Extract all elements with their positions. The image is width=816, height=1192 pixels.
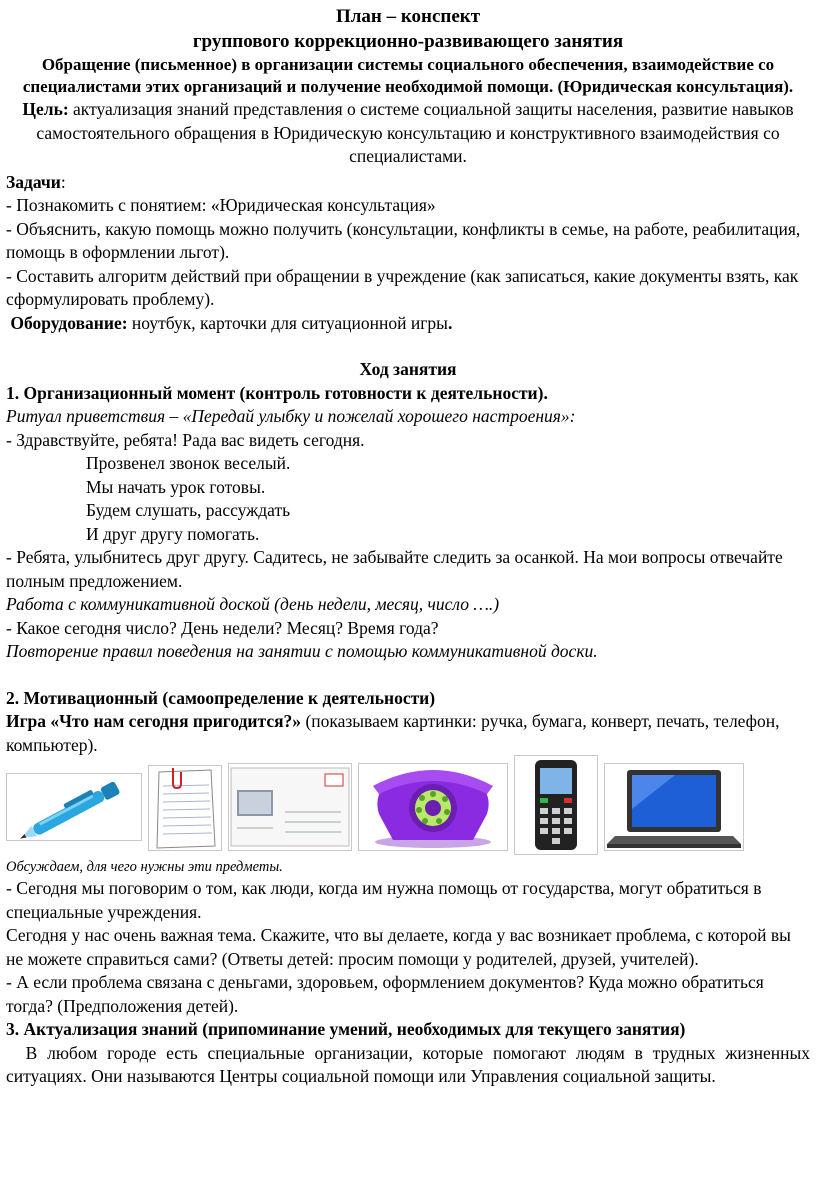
section-3-paragraph: В любом городе есть специальные организации, которые помогают людям в трудных жизненных ситуациях. Они называются Центры социальной помощи или Управления социальной защиты. — [6, 1042, 815, 1086]
greeting-text: - Здравствуйте, ребята! Рада вас видеть сегодня. — [6, 429, 365, 450]
section-2-paragraph: - Сегодня мы поговорим о том, как люди, когда им нужна помощь от государства, могут обратиться в специальные учреждения. — [6, 878, 762, 922]
title-line-2: группового коррекционно-развивающего занятия — [192, 31, 624, 52]
section-2-title: 2. Мотивационный (самоопределение к деятельности) — [6, 687, 436, 708]
lesson-title: Ход занятия — [359, 359, 457, 379]
tasks-heading: Задачи: — [6, 171, 66, 192]
game-label: Игра «Что нам сегодня пригодится?» — [6, 711, 302, 731]
poem-line: И друг другу помогать. — [86, 523, 260, 544]
game-text: Игра «Что нам сегодня пригодится?» (показываем картинки: ручка, бумага, конверт, печать, телефон, компьютер). — [6, 711, 780, 755]
section-1-title: 1. Организационный момент (контроль готовности к деятельности). — [6, 382, 548, 403]
ritual-text: Ритуал приветствия – «Передай улыбку и пожелай хорошего настроения»: — [6, 406, 576, 426]
tasks-label: Задачи — [6, 171, 61, 192]
laptop-icon — [604, 763, 744, 851]
section-2-paragraph: Сегодня у нас очень важная тема. Скажите, что вы делаете, когда у вас возникает проблема, с которой вы не можете справиться сами? (Ответы детей: просим помощи у родителей, друзей, учителей). — [6, 925, 791, 969]
pictures-caption: Обсуждаем, для чего нужны эти предметы. — [6, 859, 283, 875]
mobile-icon — [514, 755, 598, 855]
board-text: Работа с коммуникативной доской (день недели, месяц, число ….) — [6, 594, 500, 614]
phone-icon — [358, 763, 508, 851]
title-line-1: План – конспект — [335, 6, 481, 27]
poem-line: Мы начать урок готовы. — [86, 476, 266, 497]
pictures-row — [6, 763, 810, 855]
goal-text: актуализация знаний представления о системе социальной защиты населения, развитие навыков самостоятельного обращения в Юридическую консультацию и конструктивного взаимодействия со специалистами. — [36, 99, 794, 166]
equipment-text: ноутбук, карточки для ситуационной игры — [127, 312, 448, 333]
smile-text: - Ребята, улыбнитесь друг другу. Садитесь, не забывайте следить за осанкой. На мои вопросы отвечайте полным предложением. — [6, 547, 783, 591]
equipment-label: Оборудование: — [10, 312, 128, 333]
poem-line: Будем слушать, рассуждать — [86, 500, 291, 520]
paper-icon — [148, 765, 222, 851]
task-item: - Объяснить, какую помощь можно получить (консультации, конфликты в семье, на работе, реабилитация, помощь в оформлении льгот). — [6, 218, 801, 262]
envelope-icon — [228, 763, 352, 851]
goal — [6, 98, 810, 169]
rules-text: Повторение правил поведения на занятии с помощью коммуникативной доски. — [6, 641, 598, 661]
question-text: - Какое сегодня число? День недели? Месяц? Время года? — [6, 617, 439, 638]
task-item: - Познакомить с понятием: «Юридическая консультация» — [6, 195, 436, 215]
pen-icon — [6, 773, 142, 841]
section-2-paragraph: - А если проблема связана с деньгами, здоровьем, оформлением документов? Куда можно обратиться тогда? (Предположения детей). — [6, 972, 764, 1016]
section-3-title: 3. Актуализация знаний (припоминание умений, необходимых для текущего занятия) — [6, 1019, 686, 1039]
poem-line: Прозвенел звонок веселый. — [86, 453, 291, 473]
lesson-topic: Обращение (письменное) в организации системы социального обеспечения, взаимодействие со специалистами этих организаций и получение необходимой помощи. (Юридическая консультация). — [22, 55, 794, 96]
equipment: Оборудование: ноутбук, карточки для ситуационной игры. — [10, 312, 453, 333]
task-item: - Составить алгоритм действий при обращении в учреждение (как записаться, какие документы взять, как сформулировать проблему). — [6, 265, 799, 309]
goal-label: Цель: — [22, 99, 69, 119]
